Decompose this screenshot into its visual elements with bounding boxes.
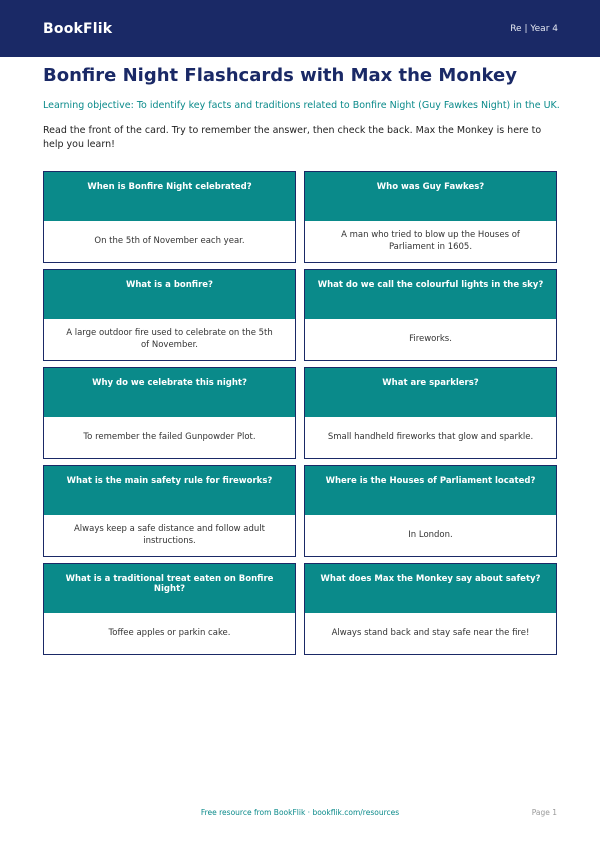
header-bar — [0, 0, 600, 57]
flashcard — [43, 171, 296, 263]
flashcard-answer: Always stand back and stay safe near the fire! — [305, 613, 556, 654]
flashcard-answer: A large outdoor fire used to celebrate on the 5th of November. — [44, 319, 295, 360]
flashcard-question: Who was Guy Fawkes? — [305, 172, 556, 221]
flashcard-question: What are sparklers? — [305, 368, 556, 417]
brand-logo[interactable]: BookFlik — [43, 20, 113, 37]
flashcard-question: What does Max the Monkey say about safety? — [305, 564, 556, 613]
flashcard — [304, 465, 557, 557]
flashcard-question: What is the main safety rule for fireworks? — [44, 466, 295, 515]
flashcard-question: When is Bonfire Night celebrated? — [44, 172, 295, 221]
flashcard-answer: Toffee apples or parkin cake. — [44, 613, 295, 654]
intro-text: Read the front of the card. Try to remember the answer, then check the back. Max the Monkey is here to help you learn! — [43, 125, 542, 150]
flashcard — [43, 465, 296, 557]
page-number: Page 1 — [531, 808, 557, 817]
flashcard — [304, 171, 557, 263]
flashcard-answer: In London. — [305, 515, 556, 556]
flashcard-grid — [43, 171, 557, 655]
flashcard-answer: A man who tried to blow up the Houses of Parliament in 1605. — [305, 221, 556, 262]
flashcard-question: What is a traditional treat eaten on Bonfire Night? — [44, 564, 295, 613]
flashcard — [43, 563, 296, 655]
flashcard — [304, 367, 557, 459]
flashcard — [43, 269, 296, 361]
learning-objective: Learning objective: To identify key facts and traditions related to Bonfire Night (Guy Fawkes Night) in the UK. — [43, 100, 560, 111]
flashcard-question: Where is the Houses of Parliament located? — [305, 466, 556, 515]
flashcard — [43, 367, 296, 459]
footer-link[interactable]: Free resource from BookFlik · bookflik.com/resources — [200, 808, 400, 817]
flashcard — [304, 563, 557, 655]
flashcard — [304, 269, 557, 361]
flashcard-answer: Always keep a safe distance and follow adult instructions. — [44, 515, 295, 556]
flashcard-answer: To remember the failed Gunpowder Plot. — [44, 417, 295, 458]
page-title: Bonfire Night Flashcards with Max the Monkey — [43, 65, 517, 86]
header-meta: Re | Year 4 — [510, 23, 558, 34]
flashcard-answer: On the 5th of November each year. — [44, 221, 295, 262]
flashcard-answer: Fireworks. — [305, 319, 556, 360]
flashcard-question: What is a bonfire? — [44, 270, 295, 319]
flashcard-answer: Small handheld fireworks that glow and sparkle. — [305, 417, 556, 458]
flashcard-question: What do we call the colourful lights in the sky? — [305, 270, 556, 319]
flashcard-question: Why do we celebrate this night? — [44, 368, 295, 417]
